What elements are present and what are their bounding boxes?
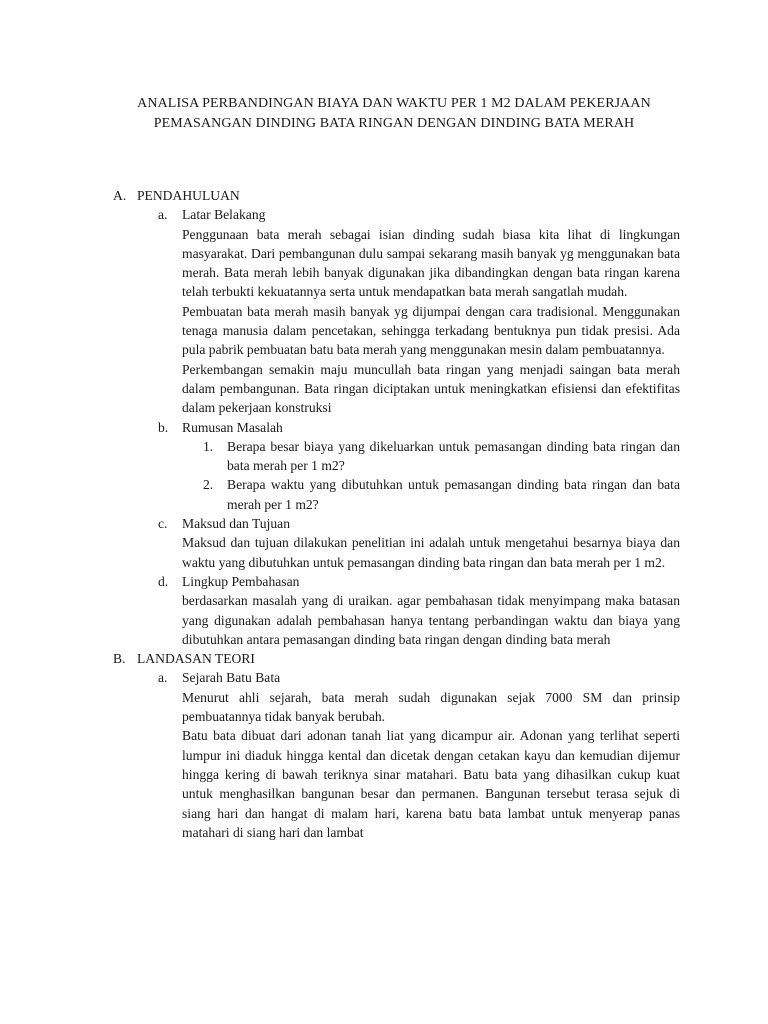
subsection-letter: b.: [158, 419, 169, 435]
section-landasan-teori: [108, 649, 680, 842]
section-pendahuluan: [108, 186, 680, 649]
subsection-heading: [158, 514, 680, 533]
paragraph: Pembuatan bata merah masih banyak yg dijumpai dengan cara tradisional. Menggunakan tenaga manusia dalam pencetakan, sehingga terkadang bentuknya pun tidak presisi. Ada pula pabrik pembuatan batu bata merah yang menggunakan mesin dalam pembuatannya.: [182, 303, 680, 358]
title-line-2: PEMASANGAN DINDING BATA RINGAN DENGAN DINDING BATA MERAH: [153, 116, 635, 131]
paragraph: Penggunaan bata merah sebagai isian dinding sudah biasa kita lihat di lingkungan masyarakat. Dari pembangunan dulu sampai sekarang masih banyak yg menggunakan bata merah. Bata merah lebih banyak digunakan jika dibandingkan dengan bata ringan karena telah terbukti kekuatannya serta untuk mendapatkan bata merah sangatlah mudah.: [182, 226, 680, 300]
subsection-heading: [158, 572, 680, 591]
section-letter: B.: [113, 651, 126, 667]
subsection-maksud-tujuan: [137, 514, 680, 572]
subsection-title: Latar Belakang: [182, 207, 266, 223]
list-number: 1.: [203, 438, 214, 454]
subsection-letter: c.: [158, 516, 168, 532]
list-item: [203, 475, 680, 514]
list-item: [203, 437, 680, 476]
subsection-heading: [158, 668, 680, 687]
document-title: [108, 94, 680, 134]
subsection-title: Maksud dan Tujuan: [182, 516, 291, 532]
section-title: LANDASAN TEORI: [137, 651, 255, 667]
section-heading: [113, 186, 680, 205]
paragraph: Menurut ahli sejarah, bata merah sudah digunakan sejak 7000 SM dan prinsip pembuatannya tidak banyak berubah.: [182, 689, 680, 725]
subsection-letter: d.: [158, 573, 169, 589]
subsection-heading: [158, 205, 680, 224]
paragraph: Batu bata dibuat dari adonan tanah liat yang dicampur air. Adonan yang terlihat seperti lumpur ini diaduk hingga kental dan dicetak dengan cetakan kayu dan kemudian dijemur hingga kering di bawah teriknya sinar matahari. Batu bata yang dihasilkan cukup kuat untuk menghasilkan bangunan besar dan permanen. Bangunan tersebut terasa sejuk di siang hari dan hangat di malam hari, karena batu bata lambat untuk menyerap panas matahari di siang hari dan lambat: [182, 728, 680, 840]
subsection-lingkup-pembahasan: [137, 572, 680, 649]
subsection-letter: a.: [158, 207, 168, 223]
paragraph: Perkembangan semakin maju muncullah bata ringan yang menjadi saingan bata merah dalam pembangunan. Bata ringan diciptakan untuk meningkatkan efisiensi dan efektifitas dalam pekerjaan konstruksi: [182, 361, 680, 416]
subsection-heading: [158, 418, 680, 437]
section-title: PENDAHULUAN: [137, 188, 240, 203]
title-line-1: ANALISA PERBANDINGAN BIAYA DAN WAKTU PER 1 M2 DALAM PEKERJAAN: [137, 96, 651, 111]
section-heading: [113, 649, 680, 668]
subsection-letter: a.: [158, 670, 168, 686]
subsection-title: Lingkup Pembahasan: [182, 573, 300, 589]
paragraph: berdasarkan masalah yang di uraikan. agar pembahasan tidak menyimpang maka batasan yang digunakan adalah pembahasan hanya tentang perbandingan waktu dan biaya yang dibutuhkan antara pemasangan dinding bata ringan dengan dinding bata merah: [182, 593, 680, 647]
subsection-title: Rumusan Masalah: [182, 419, 283, 435]
section-letter: A.: [113, 188, 127, 203]
list-item-text: Berapa waktu yang dibutuhkan untuk pemasangan dinding bata ringan dan bata merah per 1 m2?: [227, 477, 680, 512]
paragraph: Maksud dan tujuan dilakukan penelitian ini adalah untuk mengetahui besarnya biaya dan waktu yang dibutuhkan untuk pemasangan dinding bata ringan dan bata merah per 1 m2.: [182, 535, 680, 570]
subsection-title: Sejarah Batu Bata: [182, 670, 281, 686]
subsection-latar-belakang: [137, 205, 680, 417]
numbered-list: [182, 437, 680, 514]
list-number: 2.: [203, 477, 214, 493]
subsection-rumusan-masalah: [137, 418, 680, 514]
subsection-sejarah-batu-bata: [137, 668, 680, 842]
list-item-text: Berapa besar biaya yang dikeluarkan untuk pemasangan dinding bata ringan dan bata merah per 1 m2?: [227, 438, 680, 474]
